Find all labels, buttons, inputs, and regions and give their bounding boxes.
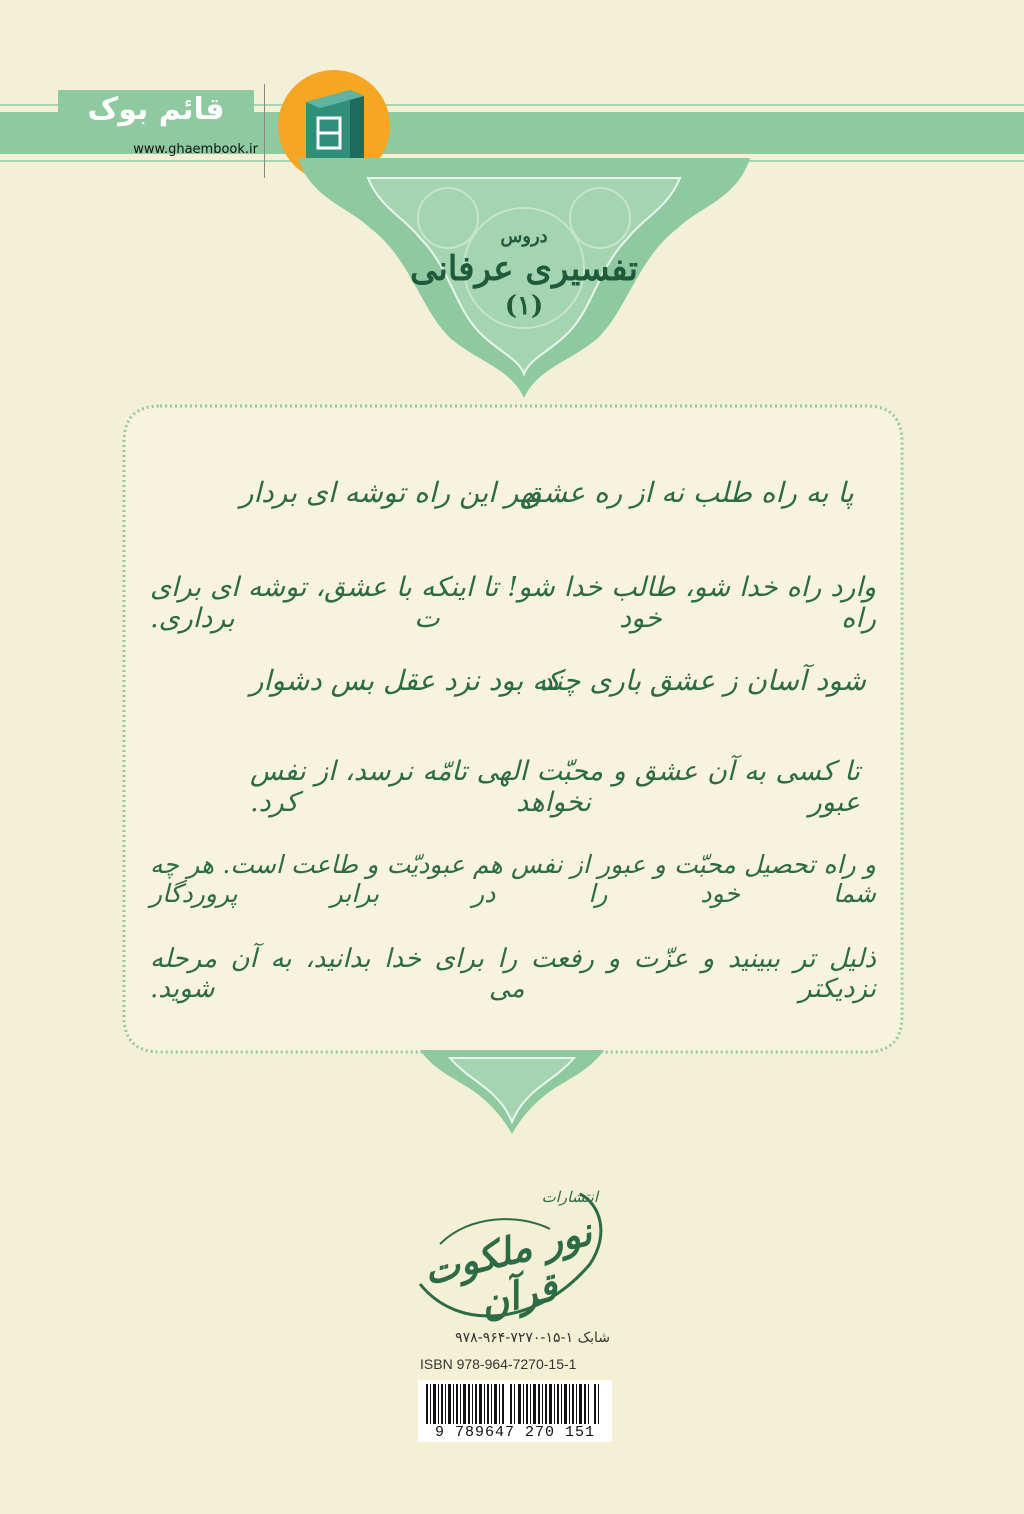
isbn-english: ISBN 978-964-7270-15-1 — [420, 1356, 577, 1372]
prose-line-2: تا کسی به آن عشق و محبّت الهی تامّه نرسد، از نفس عبور نخواهد کرد. — [250, 756, 860, 818]
logo-url[interactable]: www.ghaembook.ir — [133, 142, 258, 157]
verse-2-left: که بود نزد عقل بس دشوار — [250, 664, 561, 697]
series-number: (۱) — [504, 291, 544, 321]
verse-1-right: پا به راه طلب نه از ره عشق — [520, 476, 854, 509]
prose-line-3: و راه تحصیل محبّت و عبور از نفس هم عبودیّت و طاعت است. هر چه شما خود را در برابر پروردگار — [150, 850, 876, 908]
verse-1-left: بهر این راه توشه ای بردار — [240, 476, 541, 509]
prose-line-1: وارد راه خدا شو، طالب خدا شو! تا اینکه با عشق، توشه ای برای راه خود ت برداری. — [150, 572, 876, 634]
bottom-ornament — [420, 1050, 604, 1134]
logo-name: قائم بوک — [87, 92, 225, 127]
publisher-name: نور ملکوت قرآن — [419, 1208, 597, 1327]
logo-divider — [264, 84, 265, 178]
isbn-persian: شابک ۱-۱۵-۷۲۷۰-۹۶۴-۹۷۸ — [455, 1330, 610, 1346]
series-label: دروس — [500, 226, 548, 247]
prose-line-4: ذلیل تر ببینید و عزّت و رفعت را برای خدا بدانید، به آن مرحله نزدیکتر می شوید. — [150, 944, 876, 1004]
barcode-digits: 9 789647 270 151 — [418, 1424, 612, 1441]
series-name: تفسیری عرفانی — [410, 249, 638, 289]
verse-2-right: شود آسان ز عشق باری چند — [540, 664, 867, 697]
publisher-label: انتشارات — [541, 1188, 598, 1206]
series-title — [400, 226, 648, 321]
